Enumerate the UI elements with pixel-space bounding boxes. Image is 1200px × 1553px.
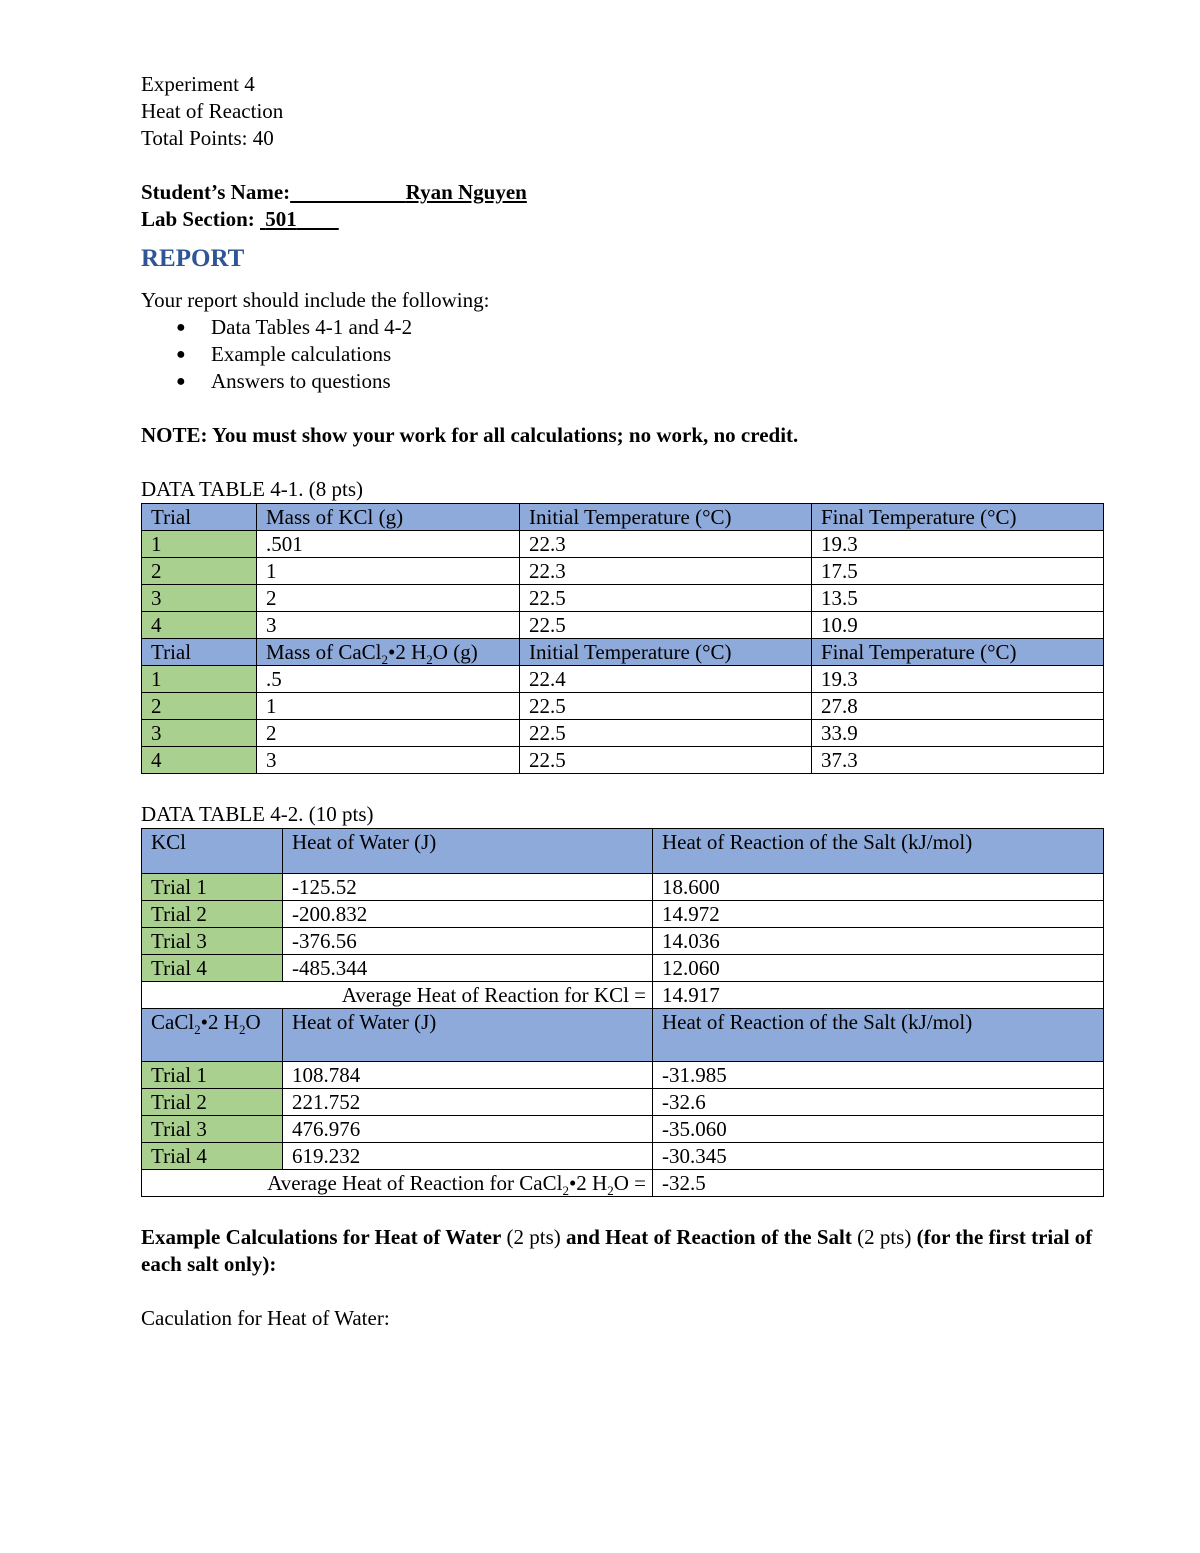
- experiment-title: Heat of Reaction: [141, 99, 284, 123]
- average-value: 14.917: [653, 982, 1104, 1009]
- table-cell: 221.752: [283, 1089, 653, 1116]
- requirements-list: [141, 314, 1103, 395]
- table-cell: -31.985: [653, 1062, 1104, 1089]
- table-cell: 3: [257, 747, 520, 774]
- table-row: [142, 531, 1104, 558]
- table-cell: -125.52: [283, 874, 653, 901]
- student-name-line: [141, 179, 1103, 206]
- student-name-label: Student’s Name:: [141, 180, 291, 204]
- table-row: [142, 1143, 1104, 1170]
- table-row: [142, 901, 1104, 928]
- header-cell: Heat of Water (J): [283, 1009, 653, 1062]
- header-cell: Heat of Reaction of the Salt (kJ/mol): [653, 829, 1104, 874]
- table-cell: 3: [257, 612, 520, 639]
- average-row: [142, 982, 1104, 1009]
- lab-section-line: [141, 206, 1103, 233]
- average-label: Average Heat of Reaction for CaCl$_2$•2 $H_2O$ =: [142, 1170, 653, 1197]
- table-row: [142, 585, 1104, 612]
- table-cell: 27.8: [812, 693, 1104, 720]
- table-cell: 22.4: [520, 666, 812, 693]
- lab-section-label: Lab Section:: [141, 207, 255, 231]
- table-cell: 22.5: [520, 612, 812, 639]
- table-cell: 22.5: [520, 720, 812, 747]
- table-cell: 14.972: [653, 901, 1104, 928]
- table-row: [142, 558, 1104, 585]
- table-cell: -376.56: [283, 928, 653, 955]
- average-row: [142, 1170, 1104, 1197]
- table-cell: 22.3: [520, 558, 812, 585]
- list-item: ● Answers to questions: [176, 369, 391, 393]
- trial-cell: Trial 4: [142, 955, 283, 982]
- table-cell: 19.3: [812, 666, 1104, 693]
- table-cell: 2: [257, 720, 520, 747]
- table-cell: -30.345: [653, 1143, 1104, 1170]
- table-header-row: [142, 504, 1104, 531]
- list-item: ● Data Tables 4-1 and 4-2: [176, 315, 413, 339]
- note: NOTE: You must show your work for all calculations; no work, no credit.: [141, 423, 799, 447]
- experiment-number: Experiment 4: [141, 72, 255, 96]
- table-cell: 476.976: [283, 1116, 653, 1143]
- header-cell: Final Temperature (°C): [812, 504, 1104, 531]
- table-cell: -485.344: [283, 955, 653, 982]
- total-points: Total Points: 40: [141, 126, 274, 150]
- document-page: [141, 71, 1103, 1332]
- header-cell: CaCl$_2$•2 $H_2O$: [142, 1009, 283, 1062]
- report-intro: Your report should include the following:: [141, 288, 490, 312]
- student-name-value: Ryan Nguyen: [405, 180, 527, 204]
- bullet-icon: ●: [176, 319, 186, 336]
- table-cell: 12.060: [653, 955, 1104, 982]
- table-cell: 22.3: [520, 531, 812, 558]
- trial-cell: 2: [142, 558, 257, 585]
- table-cell: 13.5: [812, 585, 1104, 612]
- table-cell: -35.060: [653, 1116, 1104, 1143]
- report-heading: REPORT: [141, 245, 245, 272]
- calc-label: Caculation for Heat of Water:: [141, 1306, 390, 1330]
- table-cell: 37.3: [812, 747, 1104, 774]
- trial-cell: Trial 1: [142, 1062, 283, 1089]
- table-row: [142, 1089, 1104, 1116]
- average-label: Average Heat of Reaction for KCl =: [142, 982, 653, 1009]
- table-cell: 18.600: [653, 874, 1104, 901]
- data-table-4-2: [141, 828, 1104, 1197]
- trial-cell: Trial 1: [142, 874, 283, 901]
- table-row: [142, 747, 1104, 774]
- header-cell: Heat of Water (J): [283, 829, 653, 874]
- table-cell: 108.784: [283, 1062, 653, 1089]
- average-value: -32.5: [653, 1170, 1104, 1197]
- table-row: [142, 1116, 1104, 1143]
- table-row: [142, 612, 1104, 639]
- table-row: [142, 693, 1104, 720]
- table-row: [142, 1062, 1104, 1089]
- list-item: ● Example calculations: [176, 342, 392, 366]
- header-cell: Trial: [142, 639, 257, 666]
- bullet-icon: ●: [176, 373, 186, 390]
- example-heading: Example Calculations for Heat of Water (2 pts) and Heat of Reaction of the Salt (2 pts) (for the first trial of each salt only):: [141, 1225, 1093, 1276]
- table-cell: -200.832: [283, 901, 653, 928]
- table-cell: 14.036: [653, 928, 1104, 955]
- table-cell: 10.9: [812, 612, 1104, 639]
- table-cell: 33.9: [812, 720, 1104, 747]
- trial-cell: 1: [142, 666, 257, 693]
- trial-cell: 4: [142, 612, 257, 639]
- table-cell: -32.6: [653, 1089, 1104, 1116]
- table-cell: .501: [257, 531, 520, 558]
- table-cell: 22.5: [520, 747, 812, 774]
- table-cell: 17.5: [812, 558, 1104, 585]
- table-row: [142, 955, 1104, 982]
- table-header-row: [142, 1009, 1104, 1062]
- table-row: [142, 666, 1104, 693]
- trial-cell: 4: [142, 747, 257, 774]
- table-cell: 619.232: [283, 1143, 653, 1170]
- table-header-row: [142, 639, 1104, 666]
- header-cell: Initial Temperature (°C): [520, 504, 812, 531]
- table-cell: 1: [257, 693, 520, 720]
- table-cell: 19.3: [812, 531, 1104, 558]
- table-row: [142, 874, 1104, 901]
- bullet-icon: ●: [176, 346, 186, 363]
- trial-cell: 3: [142, 720, 257, 747]
- trial-cell: 2: [142, 693, 257, 720]
- trial-cell: 3: [142, 585, 257, 612]
- trial-cell: Trial 3: [142, 1116, 283, 1143]
- table-cell: 1: [257, 558, 520, 585]
- table-header-row: [142, 829, 1104, 874]
- table-cell: .5: [257, 666, 520, 693]
- table-cell: 22.5: [520, 585, 812, 612]
- table-cell: 2: [257, 585, 520, 612]
- header-cell: Mass of KCl (g): [257, 504, 520, 531]
- header-cell: KCl: [142, 829, 283, 874]
- header-cell: Final Temperature (°C): [812, 639, 1104, 666]
- table-cell: 22.5: [520, 693, 812, 720]
- header-cell: Mass of CaCl$_2$•2 $H_2O$ (g): [257, 639, 520, 666]
- table-row: [142, 928, 1104, 955]
- trial-cell: Trial 3: [142, 928, 283, 955]
- header-cell: Initial Temperature (°C): [520, 639, 812, 666]
- table1-caption: DATA TABLE 4-1. (8 pts): [141, 477, 363, 501]
- trial-cell: Trial 2: [142, 1089, 283, 1116]
- trial-cell: Trial 4: [142, 1143, 283, 1170]
- table-row: [142, 720, 1104, 747]
- header-cell: Heat of Reaction of the Salt (kJ/mol): [653, 1009, 1104, 1062]
- lab-section-value: 501: [265, 207, 297, 231]
- trial-cell: Trial 2: [142, 901, 283, 928]
- data-table-4-1: [141, 503, 1104, 774]
- table2-caption: DATA TABLE 4-2. (10 pts): [141, 802, 374, 826]
- trial-cell: 1: [142, 531, 257, 558]
- header-cell: Trial: [142, 504, 257, 531]
